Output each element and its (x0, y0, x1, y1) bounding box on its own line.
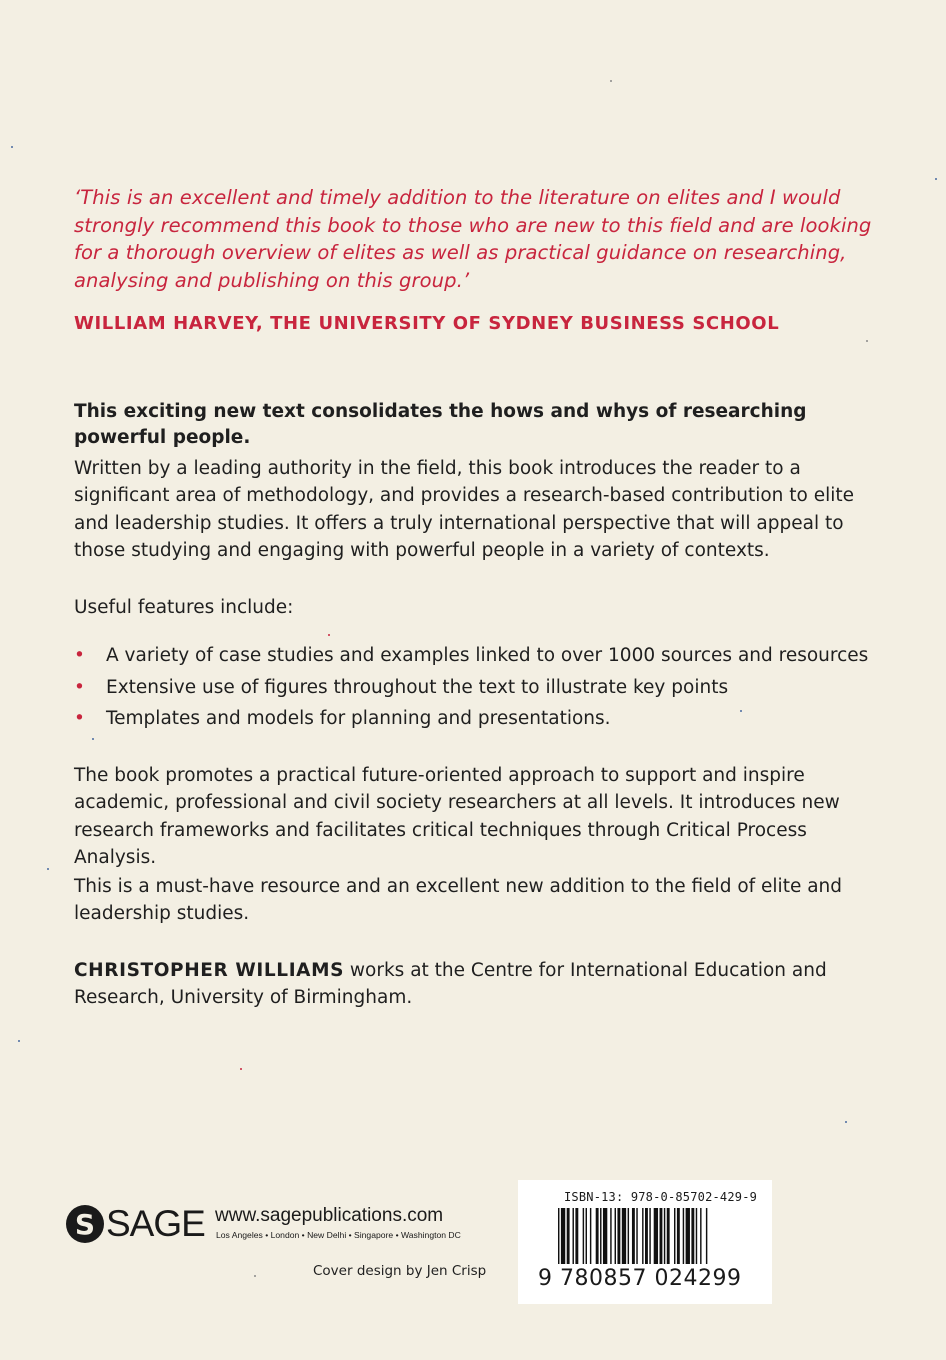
barcode-bar (615, 1208, 616, 1264)
barcode-bar (700, 1208, 701, 1264)
speck (11, 146, 13, 148)
barcode-bar (561, 1208, 565, 1264)
barcode-bar (575, 1208, 578, 1264)
barcode-bar (617, 1208, 620, 1264)
barcode-bar (691, 1208, 694, 1264)
publisher-website[interactable]: www.sagepublications.com (215, 1205, 444, 1226)
author-bio-text: works at the Centre for International Education and Research, University of Birmingham. (74, 960, 827, 1009)
speck (610, 80, 612, 82)
list-item (74, 672, 886, 704)
features-list (74, 640, 886, 735)
speck (47, 868, 49, 870)
barcode-bar (660, 1208, 663, 1264)
barcode-bar (664, 1208, 665, 1264)
barcode-bar (596, 1208, 599, 1264)
speck (866, 340, 868, 342)
barcode-bar (649, 1208, 650, 1264)
blurb-closing: This is a must-have resource and an excellent new addition to the field of elite and leadership studies. (74, 876, 843, 925)
barcode-bar (603, 1208, 607, 1264)
barcode-bar (573, 1208, 574, 1264)
barcode-bar (628, 1208, 629, 1264)
barcode-bar (622, 1208, 626, 1264)
author-name: CHRISTOPHER WILLIAMS (74, 960, 345, 981)
sage-logo (66, 1202, 205, 1246)
sage-s-icon: S (66, 1205, 104, 1243)
feature-text: A variety of case studies and examples linked to over 1000 sources and resources (106, 645, 869, 666)
bullet-icon: • (74, 645, 85, 666)
list-item (74, 640, 886, 672)
barcode-bar (696, 1208, 697, 1264)
barcode-bar (590, 1208, 591, 1264)
barcode-bar (683, 1208, 684, 1264)
barcode-bar (586, 1208, 587, 1264)
barcode-bar (567, 1208, 570, 1264)
speck (935, 178, 937, 180)
barcode-bar (654, 1208, 658, 1264)
barcode-bar (677, 1208, 680, 1264)
blurb-approach: The book promotes a practical future-oriented approach to support and inspire academic, professional and civil society researchers at all levels. It introduces new research frameworks and facilitates critical techniques through Critical Process Analysis. (74, 765, 840, 868)
blurb-lead: This exciting new text consolidates the hows and whys of researching powerful people. (74, 401, 807, 448)
isbn-digits: 9 780857 024299 (538, 1266, 742, 1291)
testimonial-attribution: WILLIAM HARVEY, THE UNIVERSITY OF SYDNEY BUSINESS SCHOOL (74, 313, 780, 334)
barcode-bar (674, 1208, 675, 1264)
feature-text: Extensive use of figures throughout the text to illustrate key points (106, 676, 729, 698)
list-item (74, 703, 886, 735)
speck (254, 1275, 256, 1277)
isbn-label: ISBN-13: 978-0-85702-429-9 (564, 1190, 758, 1204)
publisher-cities: Los Angeles • London • New Delhi • Singapore • Washington DC (216, 1230, 461, 1240)
speck (328, 634, 330, 636)
barcode-bar (610, 1208, 611, 1264)
barcode-bar (558, 1208, 559, 1264)
barcode-bar (706, 1208, 707, 1264)
testimonial-quote: ‘This is an excellent and timely addition to the literature on elites and I would strongly recommend this book to those who are new to this field and are looking for a thorough overview of elites as well as practical guidance on researching, analysing and publishing on this group.’ (74, 186, 872, 292)
barcode-bar (686, 1208, 690, 1264)
cover-credit: Cover design by Jen Crisp (313, 1263, 487, 1279)
bullet-icon: • (74, 676, 85, 698)
features-heading: Useful features include: (74, 597, 294, 618)
isbn-barcode (518, 1180, 772, 1304)
sage-logo-text: SAGE (106, 1203, 205, 1244)
barcode-bar (583, 1208, 584, 1264)
barcode-bar (645, 1208, 648, 1264)
bullet-icon: • (74, 708, 85, 729)
barcode-bar (636, 1208, 637, 1264)
speck (18, 1040, 20, 1042)
author-bio (74, 957, 886, 1012)
barcode-bar (642, 1208, 643, 1264)
barcode-bar (632, 1208, 635, 1264)
speck (240, 1068, 242, 1070)
barcode-bar (667, 1208, 670, 1264)
feature-text: Templates and models for planning and presentations. (106, 708, 611, 729)
speck (92, 738, 94, 740)
blurb-intro: Written by a leading authority in the field, this book introduces the reader to a significant area of methodology, and provides a research-based contribution to elite and leadership studies. It offers a truly international perspective that will appeal to those studying and engaging with powerful people in a variety of contexts. (74, 458, 855, 561)
barcode-bar (600, 1208, 601, 1264)
speck (845, 1121, 847, 1123)
